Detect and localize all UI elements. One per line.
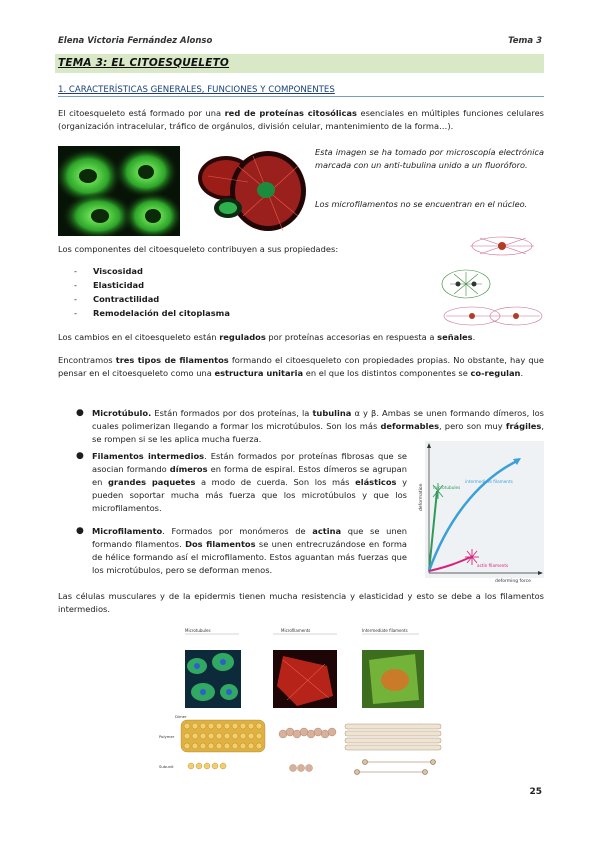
figure-header-microfilaments: Microfilaments	[281, 628, 311, 633]
bullet-icon: ●	[76, 451, 84, 461]
figure-header-microtubules: Microtubules	[185, 628, 211, 633]
filament-types-paragraph: Encontramos tres tipos de filamentos formando el citoesqueleto con propiedades propias. No obstante, hay que pensar en el citoesqueleto como una estructura unitaria en el que los distintos componentes se co-regulan.	[58, 355, 544, 378]
row-label-dimer: Dimer	[175, 714, 187, 719]
header-topic: Tema 3	[508, 36, 542, 46]
micrograph-green-cells	[58, 146, 180, 236]
section-heading: 1. CARACTERÍSTICAS GENERALES, FUNCIONES Y COMPONENTES	[58, 85, 544, 97]
bullet-microfilament: ● Microfilamento. Formados por monómeros de actina que se unen formando filamentos. Dos filamentos se unen entrecruzándose en forma de hélice formando así el microfilamento. Estos aguantan más fuerzas que los microtúbulos, pero se deforman menos.	[76, 526, 408, 575]
list-item: - Elasticidad	[74, 278, 230, 292]
page-number: 25	[529, 787, 542, 797]
row-label-polymer: Polymer	[159, 734, 175, 739]
bullet-intermediate-filaments: ● Filamentos intermedios. Están formados por proteínas fibrosas que se asocian formando dímeros en forma de espiral. Estos dímeros se agrupan en grandes paquetes a modo de cuerda. Son los más elásticos y pueden soportar mucha más fuerza que los microtúbulos y que los microfilamentos.	[76, 451, 408, 513]
components-intro: Los componentes del citoesqueleto contribuyen a sus propiedades:	[58, 244, 339, 254]
graph-label-actin: actin filaments	[477, 563, 509, 568]
bullet-icon: ●	[76, 408, 84, 418]
bullet-microtubule: ● Microtúbulo. Están formados por dos proteínas, la tubulina α y β. Ambas se unen formando dímeros, los cuales polimerizan llegando a formar los microtúbulos. Son los más deformables, pero son muy frágiles, se rompen si se les aplica mucha fuerza.	[76, 408, 545, 444]
list-item: - Remodelación del citoplasma	[74, 306, 230, 320]
graph-label-microtubules: microtubules	[433, 485, 461, 490]
graph-ylabel: deformation	[419, 483, 424, 511]
muscle-paragraph: Las células musculares y de la epidermis tienen mucha resistencia y elasticidad y esto se debe a los filamentos intermedios.	[58, 591, 544, 614]
row-label-subunit: Subunit	[159, 764, 174, 769]
figure-header-intermediate: Intermediate filaments	[362, 628, 408, 633]
intro-paragraph: El citoesqueleto está formado por una red de proteínas citosólicas esenciales en múltiples funciones celulares (organización intracelular, tráfico de orgánulos, división celular, mantenimiento de la forma…).	[58, 108, 544, 131]
micrograph-red-cells	[198, 146, 308, 236]
regulation-paragraph: Los cambios en el citoesqueleto están regulados por proteínas accesorias en respuesta a señales.	[58, 332, 476, 342]
properties-list	[74, 264, 230, 320]
image-caption-note: Los microfilamentos no se encuentran en el núcleo.	[315, 199, 528, 209]
filament-types-figure	[157, 626, 448, 780]
graph-xlabel: deforming force	[495, 579, 531, 584]
list-item: - Viscosidad	[74, 264, 230, 278]
bullet-icon: ●	[76, 526, 84, 536]
graph-label-intermediate: intermediate filaments	[465, 479, 513, 484]
page-title: TEMA 3: EL CITOESQUELETO	[58, 57, 230, 69]
list-item: - Contractilidad	[74, 292, 230, 306]
header-author: Elena Victoria Fernández Alonso	[58, 36, 213, 46]
image-caption: Esta imagen se ha tomado por microscopía electrónica marcada con un anti-tubulina unido a un fluoróforo.	[315, 147, 544, 170]
cell-division-diagram	[440, 232, 544, 328]
deformation-graph	[417, 441, 544, 587]
